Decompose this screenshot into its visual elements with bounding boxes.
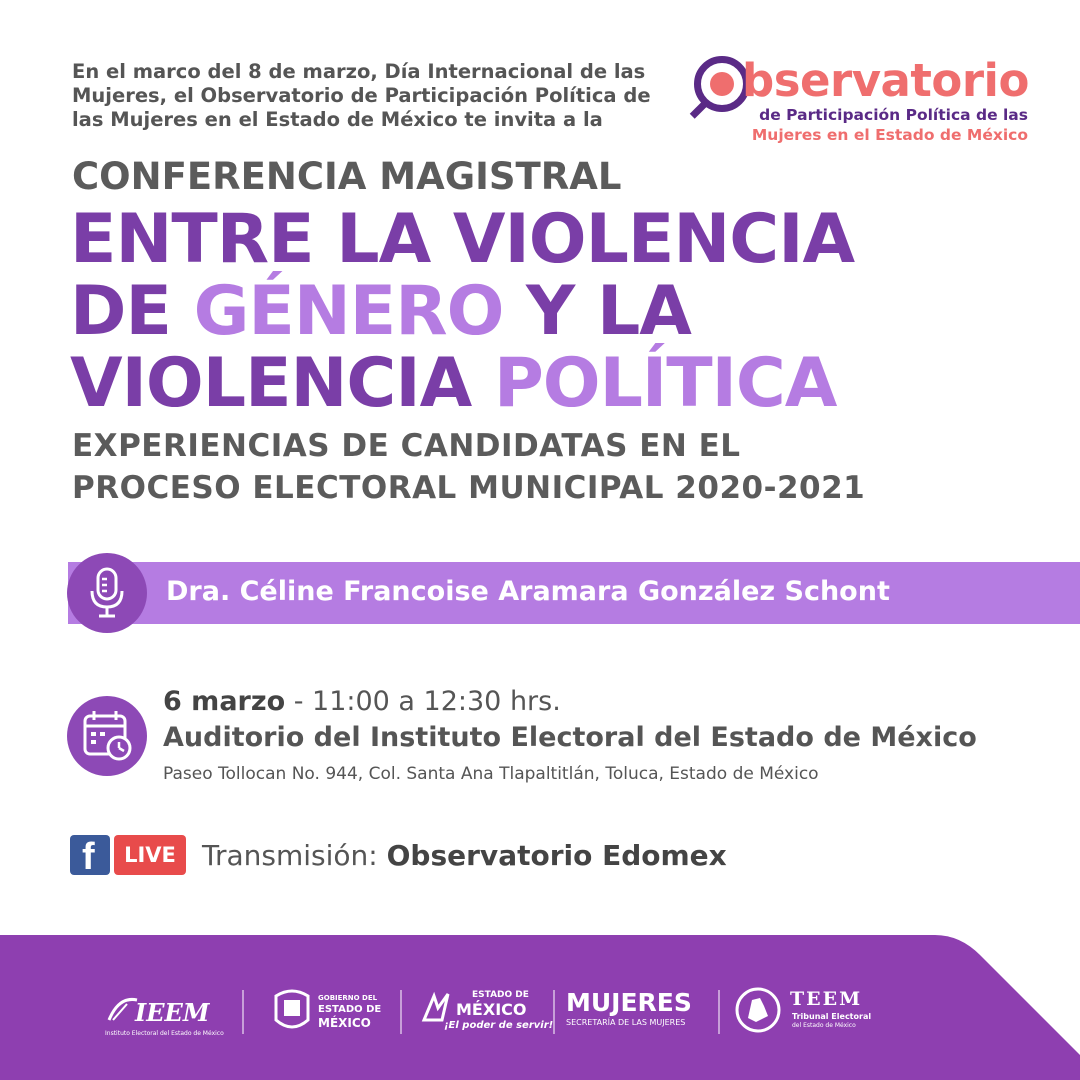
teem-seal-icon [734, 986, 782, 1034]
logo-word: bservatorio [742, 54, 1029, 107]
intro-text [72, 60, 652, 132]
speaker-name: Dra. Céline Francoise Aramara González Schont [166, 576, 890, 607]
conference-label: CONFERENCIA MAGISTRAL [72, 155, 622, 198]
logo-subtitle: de Participación Política de las [759, 106, 1028, 124]
main-title [70, 200, 855, 423]
stream-info: Transmisión: Observatorio Edomex [202, 839, 727, 872]
live-badge: LIVE [114, 835, 186, 875]
intro-line: En el marco del 8 de marzo, Día Internacional de las [72, 60, 646, 83]
event-details [163, 684, 977, 788]
event-address: Paseo Tollocan No. 944, Col. Santa Ana Tlapaltitlán, Toluca, Estado de México [163, 764, 819, 784]
observatorio-logo [694, 56, 1034, 146]
microphone-icon [67, 553, 147, 633]
intro-line: las Mujeres en el Estado de México te invita a la [72, 108, 603, 131]
subtitle-line-2: PROCESO ELECTORAL MUNICIPAL 2020-2021 [72, 470, 866, 506]
title-line-1: ENTRE LA VIOLENCIA [70, 200, 855, 279]
speaker-bar [68, 562, 1080, 624]
title-line-3: VIOLENCIA POLÍTICA [70, 344, 837, 423]
calendar-clock-icon [67, 696, 147, 776]
subtitle-line-1: EXPERIENCIAS DE CANDIDATAS EN EL [72, 428, 741, 464]
intro-line: Mujeres, el Observatorio de Participación Política de [72, 84, 651, 107]
logo-subtitle-2: Mujeres en el Estado de México [751, 126, 1028, 144]
event-venue: Auditorio del Instituto Electoral del Estado de México [163, 722, 977, 753]
facebook-icon[interactable]: f [70, 835, 110, 875]
coat-of-arms-icon [272, 986, 312, 1032]
event-datetime: 6 marzo - 11:00 a 12:30 hrs. [163, 686, 561, 717]
subtitle [72, 425, 865, 509]
title-line-2: DE GÉNERO Y LA [70, 272, 691, 351]
